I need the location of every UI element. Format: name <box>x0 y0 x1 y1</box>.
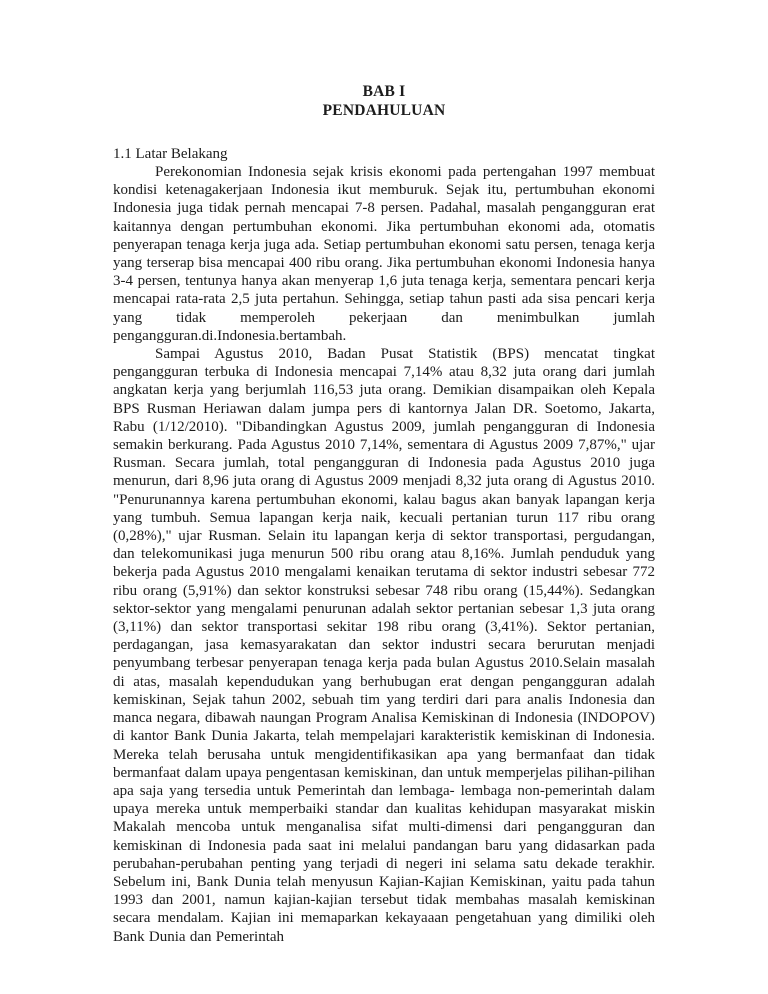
chapter-title: BAB I <box>362 83 406 100</box>
paragraph-2: Sampai Agustus 2010, Badan Pusat Statistik (BPS) mencatat tingkat pengangguran terbuka di Indonesia mencapai 7,14% atau 8,32 juta orang dari jumlah angkatan kerja yang berjumlah 116,53 juta orang. Demikian disampaikan oleh Kepala BPS Rusman Heriawan dalam jumpa pers di kantornya Jalan DR. Soetomo, Jakarta, Rabu (1/12/2010). "Dibandingkan Agustus 2009, jumlah pengangguran di Indonesia semakin berkurang. Pada Agustus 2010 7,14%, sementara di Agustus 2009 7,87%," ujar Rusman. Secara jumlah, total pengangguran di Indonesia pada Agustus 2010 juga menurun, dari 8,96 juta orang di Agustus 2009 menjadi 8,32 juta orang di Agustus 2010. "Penurunannya karena pertumbuhan ekonomi, kalau bagus akan banyak lapangan kerja yang tumbuh. Semua lapangan kerja naik, kecuali pertanian turun 117 ribu orang (0,28%)," ujar Rusman. Selain itu lapangan kerja di sektor transportasi, pergudangan, dan telekomunikasi juga menurun 500 ribu orang atau 8,16%. Jumlah penduduk yang bekerja pada Agustus 2010 mengalami kenaikan terutama di sektor industri sebesar 772 ribu orang (5,91%) dan sektor konstruksi sebesar 748 ribu orang (15,44%). Sedangkan sektor-sektor yang mengalami penurunan adalah sektor pertanian sebesar 1,3 juta orang (3,11%) dan sektor transportasi sekitar 198 ribu orang (3,41%). Sektor pertanian, perdagangan, jasa kemasyarakatan dan sektor industri secara berurutan menjadi penyumbang terbesar penyerapan tenaga kerja pada bulan Agustus 2010.Selain masalah di atas, masalah kependudukan yang berhubugan erat dengan pengangguran adalah kemiskinan, Sejak tahun 2002, sebuah tim yang terdiri dari para analis Indonesia dan manca negara, dibawah naungan Program Analisa Kemiskinan di Indonesia (INDOPOV) di kantor Bank Dunia Jakarta, telah mempelajari karakteristik kemiskinan di Indonesia. Mereka telah berusaha untuk mengidentifikasikan apa yang bermanfaat dan tidak bermanfaat dalam upaya pengentasan kemiskinan, dan untuk memperjelas pilihan-pilihan apa saja yang tersedia untuk Pemerintah dan lembaga- lembaga non-pemerintah dalam upaya mereka untuk memperbaiki standar dan kualitas kehidupan masyarakat miskin Makalah mencoba untuk menganalisa sifat multi-dimensi dari pengangguran dan kemiskinan di Indonesia pada saat ini melalui pandangan baru yang didasarkan pada perubahan-perubahan penting yang terjadi di negeri ini selama satu dekade terakhir. Sebelum ini, Bank Dunia telah menyusun Kajian-Kajian Kemiskinan, yaitu pada tahun 1993 dan 2001, namun kajian-kajian tersebut tidak membahas masalah kemiskinan secara mendalam. Kajian ini memaparkan kekayaaan pengetahuan yang dimiliki oleh Bank Dunia dan Pemerintah <box>113 346 655 945</box>
paragraph-1: Perekonomian Indonesia sejak krisis ekonomi pada pertengahan 1997 membuat kondisi ketenagakerjaan Indonesia ikut memburuk. Sejak itu, pertumbuhan ekonomi Indonesia juga tidak pernah mencapai 7-8 persen. Padahal, masalah pengangguran erat kaitannya dengan pertumbuhan ekonomi. Jika pertumbuhan ekonomi ada, otomatis penyerapan tenaga kerja juga ada. Setiap pertumbuhan ekonomi satu persen, tenaga kerja yang terserap bisa mencapai 400 ribu orang. Jika pertumbuhan ekonomi Indonesia hanya 3-4 persen, tentunya hanya akan menyerap 1,6 juta tenaga kerja, sementara pencari kerja mencapai rata-rata 2,5 juta pertahun. Sehingga, setiap tahun pasti ada sisa pencari kerja yang tidak memperoleh pekerjaan dan menimbulkan jumlah pengangguran.di.Indonesia.bertambah. <box>113 164 655 344</box>
chapter-subtitle: PENDAHULUAN <box>322 102 446 119</box>
section-heading: 1.1 Latar Belakang <box>113 146 228 162</box>
